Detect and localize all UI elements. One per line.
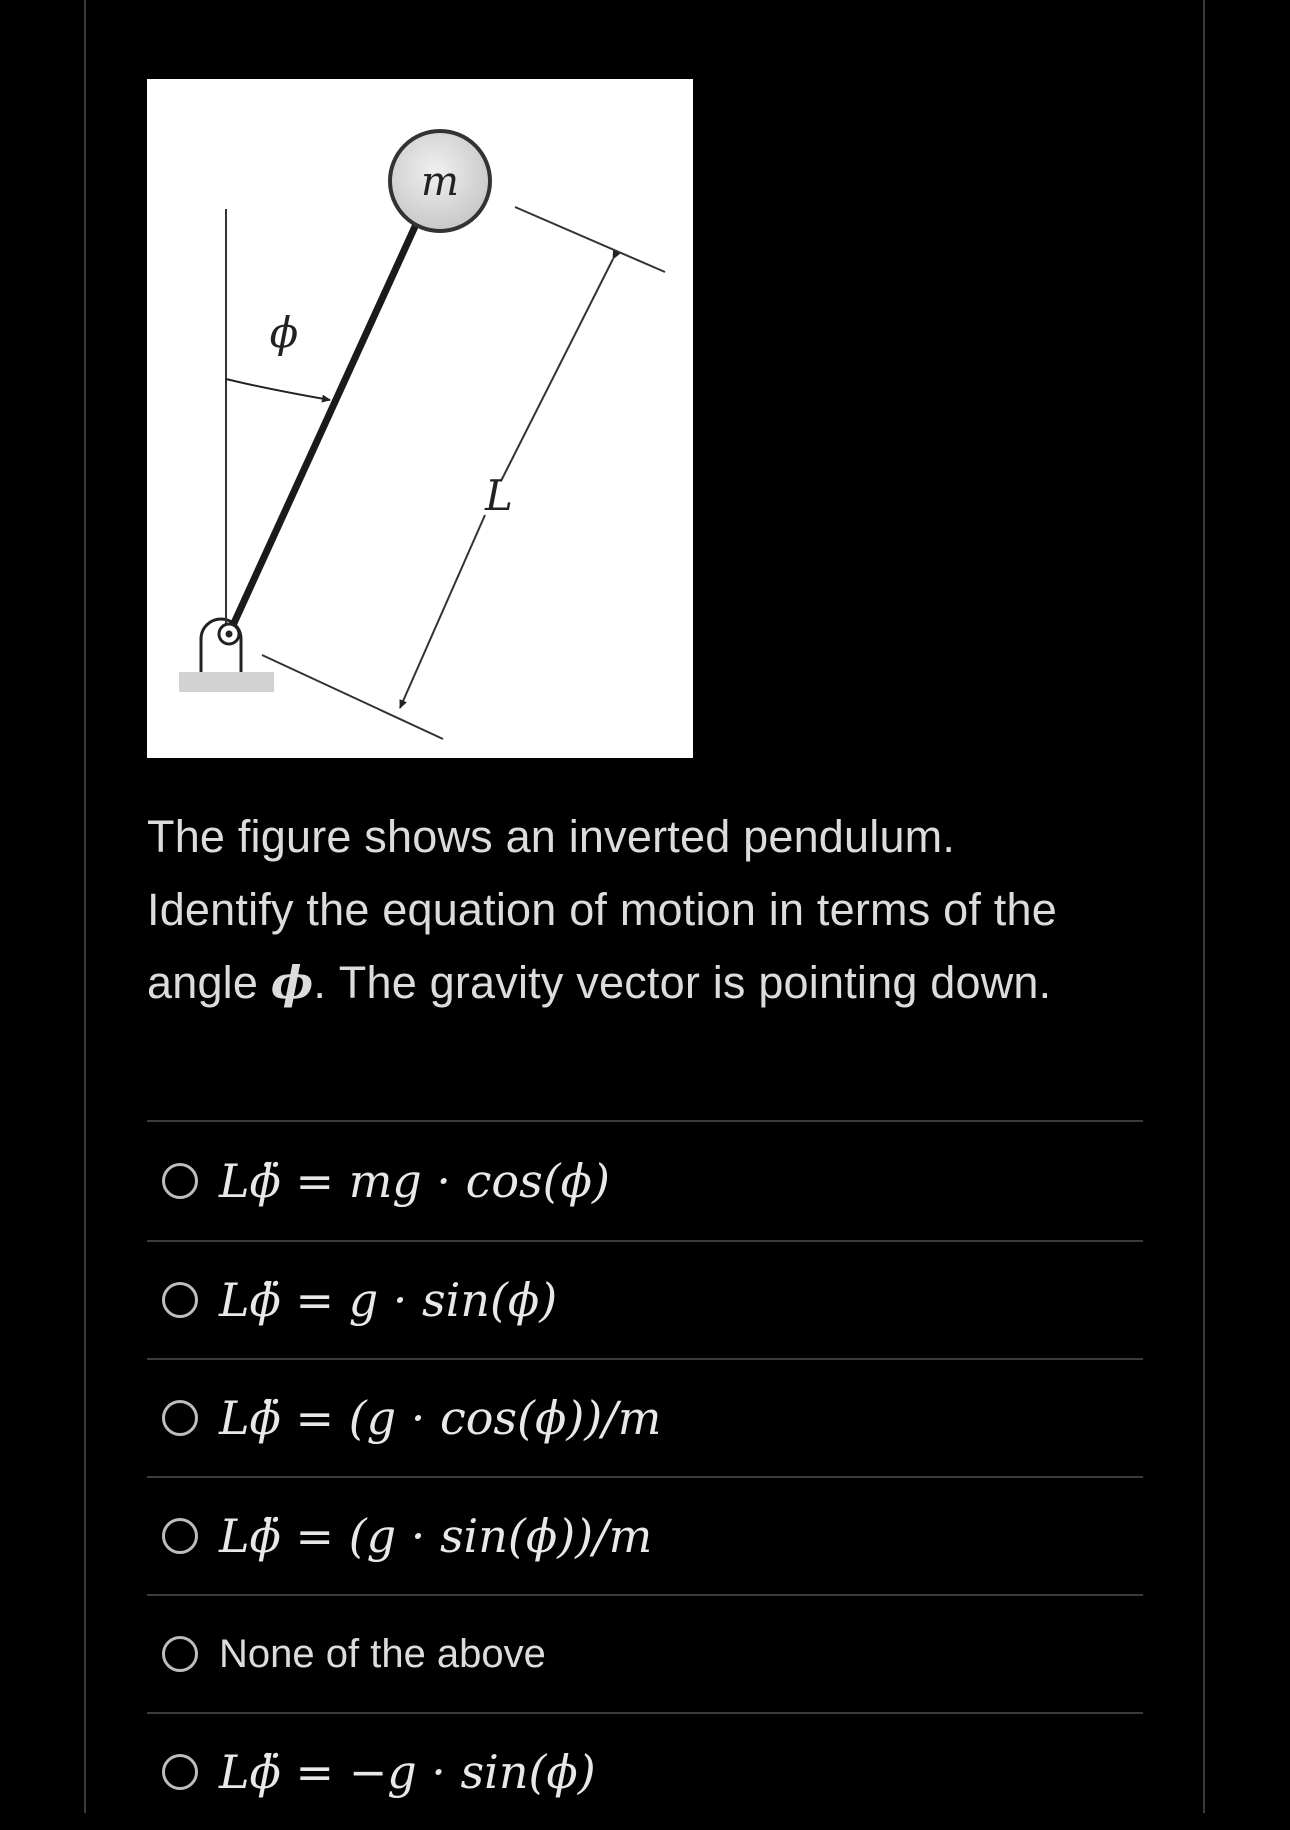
angle-label: ϕ <box>269 308 299 357</box>
option-label: Lϕ̈ = (g · cos(ϕ))/m <box>219 1391 662 1445</box>
frame-right-border <box>1203 0 1205 1813</box>
question-line-3 <box>147 946 1147 1019</box>
question-line-3-prefix: angle <box>147 957 271 1008</box>
pivot-center <box>226 631 233 638</box>
radio-button[interactable] <box>162 1636 198 1672</box>
option-label: Lϕ̈ = −g · sin(ϕ) <box>219 1745 596 1799</box>
answer-option-2[interactable] <box>147 1240 1143 1358</box>
radio-button[interactable] <box>162 1754 198 1790</box>
question-phi-symbol: ϕ <box>270 956 314 1009</box>
question-line-1: The figure shows an inverted pendulum. <box>147 811 956 862</box>
mass-label: m <box>421 159 459 205</box>
radio-button[interactable] <box>162 1400 198 1436</box>
answer-option-3[interactable] <box>147 1358 1143 1476</box>
question-line-3-suffix: . The gravity vector is pointing down. <box>313 957 1052 1008</box>
frame-left-border <box>84 0 86 1813</box>
angle-arc <box>226 379 330 400</box>
ground-base <box>179 672 274 692</box>
question-line-2: Identify the equation of motion in terms of the <box>147 884 1057 935</box>
answer-option-6[interactable] <box>147 1712 1143 1830</box>
pendulum-rod <box>229 209 423 634</box>
dimension-extension-bottom <box>262 655 443 739</box>
pendulum-diagram <box>147 79 693 758</box>
option-label: Lϕ̈ = g · sin(ϕ) <box>219 1273 558 1327</box>
radio-button[interactable] <box>162 1282 198 1318</box>
radio-button[interactable] <box>162 1163 198 1199</box>
dimension-arrow-bottom <box>400 515 485 708</box>
radio-button[interactable] <box>162 1518 198 1554</box>
answer-option-5[interactable] <box>147 1594 1143 1712</box>
answer-options <box>147 1120 1143 1830</box>
length-label: L <box>485 471 513 520</box>
answer-option-1[interactable] <box>147 1120 1143 1240</box>
option-label: Lϕ̈ = mg · cos(ϕ) <box>219 1154 610 1208</box>
option-label: Lϕ̈ = (g · sin(ϕ))/m <box>219 1509 653 1563</box>
option-label: None of the above <box>219 1631 546 1676</box>
dimension-arrow-top <box>501 259 613 481</box>
question-text <box>147 800 1147 1019</box>
pendulum-figure <box>147 79 693 758</box>
answer-option-4[interactable] <box>147 1476 1143 1594</box>
dimension-extension-top <box>515 207 665 272</box>
